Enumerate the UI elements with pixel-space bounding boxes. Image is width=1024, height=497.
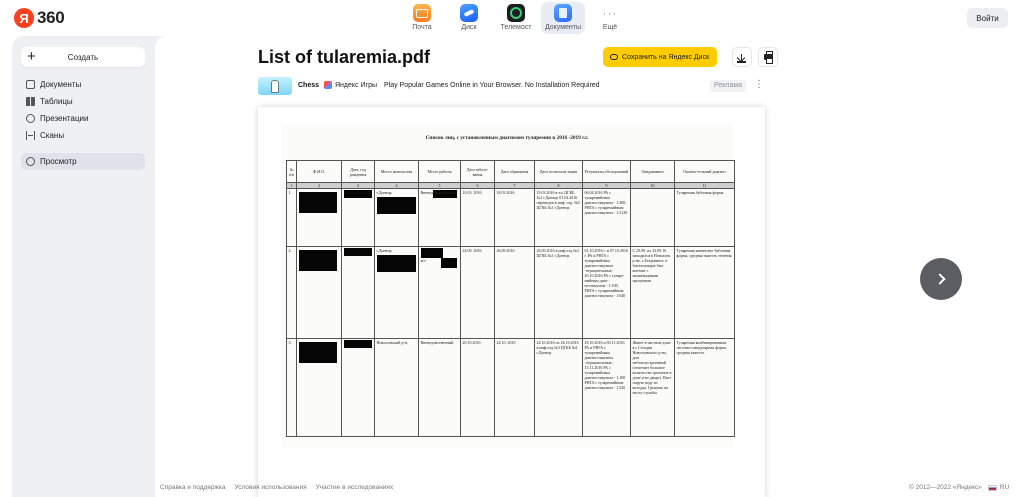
redacted-birthdate [342,189,375,247]
onset-date: 10.03. 2016 [461,189,495,247]
epid-history [631,189,675,247]
column-header: Место работы [419,161,461,183]
sidebar-item-scans[interactable] [21,127,145,144]
redaction-block [299,250,337,271]
column-number: 4 [375,183,419,189]
save-to-disk-button[interactable] [603,47,717,67]
hospitalization: 24.10.2016 по 26.10.2016 в инф.отд.№3 ЦГКБ №1 г.Донецк [535,339,583,437]
create-button[interactable] [21,47,145,67]
ad-title: Chess [298,82,320,89]
mail-icon [413,4,431,22]
row-number: 3. [287,339,297,437]
final-diagnosis: Туляремия бубонная форма. [675,189,735,247]
view-icon [26,157,35,166]
onset-date: 20.10.2016 [461,339,495,437]
residence-cell: г.Донецк, [375,189,419,247]
redacted-name [297,247,342,339]
redaction-block [377,255,416,272]
redacted-birthdate [342,247,375,339]
ad-text: Play Popular Games Online in Your Browser. No Installation Required [384,82,600,89]
epid-history: Живет в частном доме в с.Сегодня Новоазовского р-на, дом неблагоустроенный (отмечает большое количество грызунов в доме и во дворе). Пьет сырую воду из колодца. Грызуны на месту службы. [631,339,675,437]
chevron-right-icon [934,273,945,284]
footer-link-help[interactable]: Справка и поддержка [160,484,226,491]
scan-title: Список лиц, с установленным диагнозом туляремия в 2016 -2019 г.г. [425,135,589,141]
russian-flag-icon [988,485,997,491]
sidebar-item-tables[interactable] [21,93,145,110]
documents-icon [554,4,572,22]
download-icon [741,54,747,61]
row-number: 2. [287,247,297,339]
final-diagnosis: Туляремия комбинированная легочно-гландулярная форма, средняя тяжесть [675,339,735,437]
page-shell [12,36,1009,497]
app-label: Ещё [602,24,618,31]
ad-menu-icon[interactable]: ⋮ [754,79,764,90]
column-number: 10 [631,183,675,189]
table-row [287,247,735,339]
yandex-games-icon [324,81,332,89]
app-telemost[interactable] [494,2,538,34]
disk-icon [460,4,478,22]
app-label: Телемост [500,24,532,31]
row-number: 1. [287,189,297,247]
language-switcher[interactable] [988,484,1009,491]
telemost-icon [507,4,525,22]
redaction-block [299,192,337,213]
printer-icon [764,54,773,60]
create-label: Создать [67,53,99,62]
residence-cell: г.Донецк, [375,247,419,339]
language-label: RU [999,484,1010,491]
redaction-block [421,248,443,258]
column-header: Дата, год рождения [342,161,375,183]
table-row [287,339,735,437]
column-header: Эпиданамнез [631,161,675,183]
visit-date: 24.10. 2016 [495,339,535,437]
plus-icon: + [27,48,36,65]
work-cell: м/т [419,247,461,339]
ad-badge: Реклама [710,80,746,92]
visit-date: 18.03.2016 [495,189,535,247]
footer-right [909,484,1009,491]
column-number: 7 [495,183,535,189]
test-results: 29.10.2016 и 03.11.2016 РА и РНГА с туляремийным диагностикумом -отрицательные; 15.11.2016 РА с туляремийным диагностикумом - 1:100 РНГА с туляремийным диагностикумом - 1:320 [583,339,631,437]
more-icon: ··· [602,6,618,20]
footer-link-terms[interactable]: Условия использования [234,484,307,491]
hospitalization: 19.03.2016 в т/о ЦГКБ №1 г.Донецк 01.04.2016 переведен в инф. отд. №5 ЦГКБ №1 г.Донецк [535,189,583,247]
final-diagnosis: Туляремия ангинозно-бубонная форма, средняя тяжесть течения [675,247,735,339]
pdf-page [258,107,765,497]
column-number: 2 [297,183,342,189]
save-label: Сохранить на Яндекс Диск [622,53,710,61]
copyright: © 2012—2022 «Яндекс» [909,484,982,491]
login-button[interactable]: Войти [967,8,1008,28]
onset-date: 24.09. 2016 [461,247,495,339]
redaction-block [299,342,337,363]
download-button[interactable] [732,47,752,67]
redaction-block [344,248,372,256]
app-disk[interactable] [447,2,491,34]
column-number: 8 [535,183,583,189]
column-number: 6 [461,183,495,189]
redaction-block [344,190,372,198]
document-viewer [155,36,1009,497]
chess-thumbnail [258,77,292,95]
page-title: List of tularemia.pdf [258,47,431,67]
app-mail[interactable] [400,2,444,34]
column-header: Дата госпитали-зации [535,161,583,183]
ad-source: Яндекс Игры [335,82,377,89]
test-results: 06.04.2016 РА с туляремийным диагностикумом - 1:400, РНГА с туляремийным диагностикумом - 1:3120 [583,189,631,247]
table-header-row [287,161,735,183]
test-results: 01.10.2016 г. и 07.10.2016 г. РА и РНГА с туляремийным диагностикумом -отрицательные; 20.10.2016 РА с туляре-мийным диаг-ностикумом - 1:100, РНГА с туляремийным диагностикумом - 1:640 [583,247,631,339]
column-header: Ф.И.О. [297,161,342,183]
column-header: Дата обращения [495,161,535,183]
app-label: Почта [412,24,432,31]
sidebar [12,36,155,497]
scan-icon [26,131,35,140]
column-number: 11 [675,183,735,189]
cloud-icon [610,54,618,60]
redaction-block [344,340,372,348]
app-documents[interactable] [541,2,585,34]
table-row [287,189,735,247]
sidebar-item-label: Сканы [40,131,65,140]
redaction-block [441,258,457,268]
work-cell: Вневедомствен-ный [419,189,461,247]
print-button[interactable] [758,47,778,67]
app-switcher [400,2,632,34]
scanned-document [281,124,733,447]
column-header: Оконча-тельный диагноз [675,161,735,183]
yandex-360-logo[interactable] [14,8,64,28]
column-header: Дата заболе-вания [461,161,495,183]
app-label: Документы [544,24,582,31]
column-number: 1 [287,183,297,189]
footer-link-research[interactable]: Участие в исследованиях [315,484,394,491]
sidebar-item-label: Документы [40,80,82,89]
column-header: Результаты обследований [583,161,631,183]
column-number: 9 [583,183,631,189]
sidebar-item-label: Просмотр [40,157,77,166]
app-label: Диск [461,24,477,31]
sidebar-item-presentations[interactable] [21,110,145,127]
redacted-name [297,339,342,437]
presentation-icon [26,114,35,123]
sidebar-nav [21,76,145,170]
redaction-block [377,197,416,214]
yandex-logo-icon: Я [14,8,34,28]
column-number: 5 [419,183,461,189]
work-cell: Вневедомственный [419,339,461,437]
next-page-button[interactable] [920,258,962,300]
top-bar [0,0,1024,36]
sidebar-item-label: Таблицы [40,97,73,106]
document-icon [26,80,35,89]
epid-history: С 29.08. по 23.09.16 находился в Новоазов. р-не, с.Бездымное, в близлежащих был контакт с мышевидными грызунами [631,247,675,339]
column-number: 3 [342,183,375,189]
redacted-name [297,189,342,247]
logo-text: 360 [37,8,65,27]
column-header: Место жительства [375,161,419,183]
hospitalization: 26.09.2016 в инф.отд.№3 ЦГКБ №1 г.Донецк [535,247,583,339]
sidebar-item-documents[interactable] [21,76,145,93]
redacted-birthdate [342,339,375,437]
visit-date: 26.09.2016 [495,247,535,339]
footer-links [160,484,393,491]
residence-cell: Новоазовский р-н, [375,339,419,437]
table-icon [26,97,35,106]
sidebar-item-label: Презентации [40,114,89,123]
sidebar-item-view[interactable] [21,153,145,170]
column-header: № п/п [287,161,297,183]
app-more[interactable] [588,2,632,34]
patients-table [286,160,735,437]
